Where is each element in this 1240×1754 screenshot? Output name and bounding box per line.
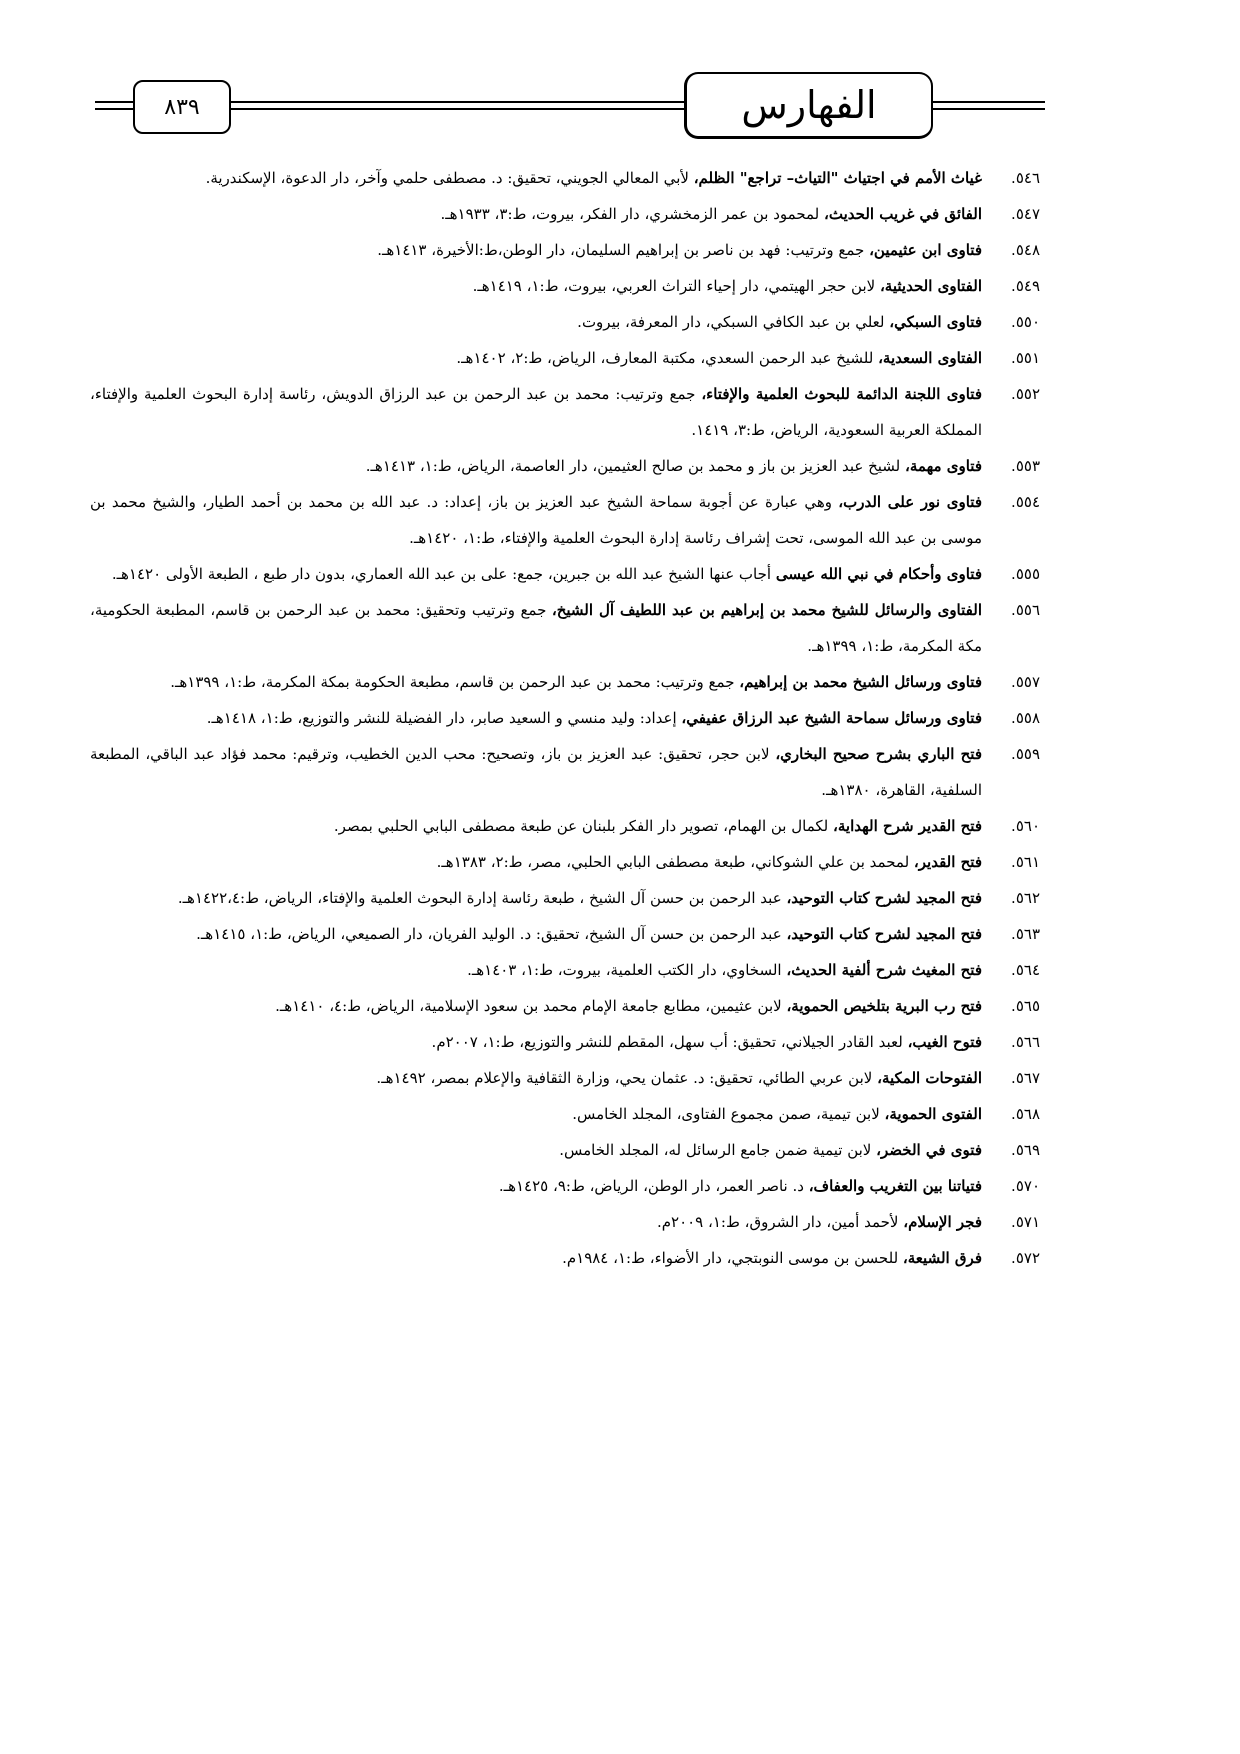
list-item <box>90 196 1040 232</box>
entry-text <box>90 448 982 484</box>
entry-details: جمع وترتيب: محمد بن عبد الرحمن بن عبد الرزاق الدويش، رئاسة إدارة البحوث العلمية والإفتاء، المملكة العربية السعودية، الرياض، ط:٣، ١٤١٩. <box>90 385 982 439</box>
entry-title: غياث الأمم في اجتياث "التياث– تراجع" الظلم، <box>693 169 982 187</box>
entry-title: فتاوى ابن عثيمين، <box>869 241 982 259</box>
entry-details: وهي عبارة عن أجوبة سماحة الشيخ عبد العزيز بن باز، إعداد: د. عبد الله بن محمد بن أحمد الطيار، والشيخ محمد بن موسى بن عبد الله الموسى، تحت إشراف رئاسة إدارة البحوث العلمية والإفتاء، ط:١، ١٤٢٠هـ. <box>90 493 982 547</box>
entry-number: ٥٥٧. <box>1011 673 1040 691</box>
list-item <box>90 304 1040 340</box>
entry-details: لابن حجر، تحقيق: عبد العزيز بن باز، وتصحيح: محب الدين الخطيب، وترقيم: محمد فؤاد عبد الباقي، المطبعة السلفية، القاهرة، ١٣٨٠هـ. <box>90 745 982 799</box>
entry-text <box>90 808 982 844</box>
entry-details: د. ناصر العمر، دار الوطن، الرياض، ط:٩، ١٤٢٥هـ. <box>498 1177 809 1195</box>
entry-details: لكمال بن الهمام، تصوير دار الفكر بلبنان عن طبعة مصطفى البابي الحلبي بمصر. <box>333 817 834 835</box>
entry-text <box>90 304 982 340</box>
entry-title: فتاوى السبكي، <box>889 313 982 331</box>
list-item <box>90 592 1040 664</box>
list-item <box>90 448 1040 484</box>
list-item <box>90 844 1040 880</box>
entry-title: فتاوى وأحكام في نبي الله عيسى <box>775 565 982 583</box>
entry-number: ٥٤٦. <box>1011 169 1040 187</box>
entry-text <box>90 916 982 952</box>
entry-details: لابن تيمية ضمن جامع الرسائل له، المجلد الخامس. <box>559 1141 877 1159</box>
entry-text <box>90 340 982 376</box>
list-item <box>90 268 1040 304</box>
entry-number: ٥٥٨. <box>1011 709 1040 727</box>
entry-number: ٥٧٢. <box>1011 1249 1040 1267</box>
entry-text <box>90 736 982 808</box>
entry-text <box>90 844 982 880</box>
entry-number: ٥٧١. <box>1011 1213 1040 1231</box>
entry-number: ٥٥٢. <box>1011 385 1040 403</box>
list-item <box>90 556 1040 592</box>
entry-text <box>90 592 982 664</box>
entry-title: الفتاوى السعدية، <box>878 349 982 367</box>
entry-title: فرق الشيعة، <box>902 1249 982 1267</box>
entry-details: لابن حجر الهيتمي، دار إحياء التراث العربي، بيروت، ط:١، ١٤١٩هـ. <box>472 277 880 295</box>
entry-details: لأبي المعالي الجويني، تحقيق: د. مصطفى حلمي وآخر، دار الدعوة، الإسكندرية. <box>205 169 694 187</box>
entry-number: ٥٦٨. <box>1011 1105 1040 1123</box>
entry-title: فتاوى ورسائل سماحة الشيخ عبد الرزاق عفيفي، <box>681 709 982 727</box>
header-rule-middle-bottom <box>227 108 687 110</box>
entry-details: لمحمود بن عمر الزمخشري، دار الفكر، بيروت، ط:٣، ١٩٣٣هـ. <box>440 205 825 223</box>
entry-text <box>90 700 982 736</box>
entry-text <box>90 376 982 448</box>
entry-details: لعبد القادر الجيلاني، تحقيق: أب سهل، المقطم للنشر والتوزيع، ط:١، ٢٠٠٧م. <box>431 1033 908 1051</box>
entry-number: ٥٧٠. <box>1011 1177 1040 1195</box>
entry-details: لمحمد بن علي الشوكاني، طبعة مصطفى البابي الحلبي، مصر، ط:٢، ١٣٨٣هـ. <box>436 853 914 871</box>
header-rule-left-top <box>95 101 135 103</box>
entry-details: جمع وترتيب وتحقيق: محمد بن عبد الرحمن بن قاسم، المطبعة الحكومية، مكة المكرمة، ط:١، ١٣٩٩هـ. <box>90 601 982 655</box>
list-item <box>90 232 1040 268</box>
page-title: الفهارس <box>741 83 877 127</box>
entry-text <box>90 196 982 232</box>
page-number-box <box>133 80 231 134</box>
entry-text <box>90 232 982 268</box>
entry-title: فتاوى اللجنة الدائمة للبحوث العلمية والإفتاء، <box>701 385 982 403</box>
list-item <box>90 808 1040 844</box>
list-item <box>90 988 1040 1024</box>
list-item <box>90 1132 1040 1168</box>
entry-number: ٥٥٤. <box>1011 493 1040 511</box>
entry-number: ٥٥٩. <box>1011 745 1040 763</box>
entry-number: ٥٥٦. <box>1011 601 1040 619</box>
entry-title: الفتاوى والرسائل للشيخ محمد بن إبراهيم بن عبد اللطيف آل الشيخ، <box>551 601 982 619</box>
entry-text <box>90 484 982 556</box>
entry-details: لأحمد أمين، دار الشروق، ط:١، ٢٠٠٩م. <box>656 1213 904 1231</box>
entry-number: ٥٦٠. <box>1011 817 1040 835</box>
list-item <box>90 1096 1040 1132</box>
entry-title: فتح المجيد لشرح كتاب التوحيد، <box>786 889 982 907</box>
header-rule-right-top <box>928 101 1045 103</box>
entry-number: ٥٦٣. <box>1011 925 1040 943</box>
entry-number: ٥٥٠. <box>1011 313 1040 331</box>
header-rule-middle-top <box>227 101 687 103</box>
list-item <box>90 484 1040 556</box>
entry-number: ٥٦٤. <box>1011 961 1040 979</box>
list-item <box>90 376 1040 448</box>
entry-text <box>90 556 982 592</box>
list-item <box>90 1024 1040 1060</box>
entry-details: لابن عثيمين، مطابع جامعة الإمام محمد بن سعود الإسلامية، الرياض، ط:٤، ١٤١٠هـ. <box>275 997 787 1015</box>
entry-number: ٥٦٥. <box>1011 997 1040 1015</box>
list-item <box>90 1060 1040 1096</box>
entry-text <box>90 1132 982 1168</box>
header-rule-left-bottom <box>95 108 135 110</box>
entry-title: فتح المجيد لشرح كتاب التوحيد، <box>786 925 982 943</box>
entry-number: ٥٤٨. <box>1011 241 1040 259</box>
entry-text <box>90 1168 982 1204</box>
entry-title: الفتاوى الحديثية، <box>879 277 982 295</box>
entry-text <box>90 952 982 988</box>
entry-number: ٥٥٥. <box>1011 565 1040 583</box>
entry-title: فتح رب البرية بتلخيص الحموية، <box>786 997 982 1015</box>
entry-details: لابن عربي الطائي، تحقيق: د. عثمان يحي، وزارة الثقافية والإعلام بمصر، ١٤٩٢هـ. <box>376 1069 878 1087</box>
entry-title: فتاوى ورسائل الشيخ محمد بن إبراهيم، <box>739 673 982 691</box>
entry-title: فتاوى مهمة، <box>905 457 982 475</box>
entry-title: فتاوى نور على الدرب، <box>838 493 982 511</box>
entry-text <box>90 1060 982 1096</box>
list-item <box>90 700 1040 736</box>
entry-title: فتح الباري بشرح صحيح البخاري، <box>775 745 983 763</box>
entry-details: أجاب عنها الشيخ عبد الله بن جبرين، جمع: على بن عبد الله العماري، بدون دار طبع ، الطبعة الأولى ١٤٢٠هـ. <box>111 565 776 583</box>
entry-details: جمع وترتيب: محمد بن عبد الرحمن بن قاسم، مطبعة الحكومة بمكة المكرمة، ط:١، ١٣٩٩هـ. <box>170 673 740 691</box>
entry-title: الفائق في غريب الحديث، <box>824 205 982 223</box>
page-title-box <box>684 72 933 139</box>
entry-text <box>90 1096 982 1132</box>
entry-details: عبد الرحمن بن حسن آل الشيخ، تحقيق: د. الوليد الفريان، دار الصميعي، الرياض، ط:١، ١٤١٥هـ. <box>196 925 787 943</box>
entry-details: جمع وترتيب: فهد بن ناصر بن إبراهيم السليمان، دار الوطن،ط:الأخيرة، ١٤١٣هـ. <box>377 241 870 259</box>
entry-text <box>90 664 982 700</box>
entry-text <box>90 1204 982 1240</box>
entry-text <box>90 160 982 196</box>
list-item <box>90 952 1040 988</box>
page-number: ٨٣٩ <box>164 94 200 120</box>
entry-text <box>90 1240 982 1276</box>
entry-title: الفتوحات المكية، <box>877 1069 982 1087</box>
entry-number: ٥٥٣. <box>1011 457 1040 475</box>
entry-title: فتوى في الخضر، <box>876 1141 982 1159</box>
entry-details: للشيخ عبد الرحمن السعدي، مكتبة المعارف، الرياض، ط:٢، ١٤٠٢هـ. <box>456 349 879 367</box>
list-item <box>90 1168 1040 1204</box>
entry-details: السخاوي، دار الكتب العلمية، بيروت، ط:١، ١٤٠٣هـ. <box>467 961 787 979</box>
entry-details: لشيخ عبد العزيز بن باز و محمد بن صالح العثيمين، دار العاصمة، الرياض، ط:١، ١٤١٣هـ. <box>365 457 906 475</box>
entry-number: ٥٦١. <box>1011 853 1040 871</box>
entry-number: ٥٦٩. <box>1011 1141 1040 1159</box>
entry-details: إعداد: وليد منسي و السعيد صابر، دار الفضيلة للنشر والتوزيع، ط:١، ١٤١٨هـ. <box>206 709 682 727</box>
list-item <box>90 340 1040 376</box>
list-item <box>90 916 1040 952</box>
entry-details: للحسن بن موسى النوبتجي، دار الأضواء، ط:١، ١٩٨٤م. <box>562 1249 903 1267</box>
entry-number: ٥٦٦. <box>1011 1033 1040 1051</box>
list-item <box>90 160 1040 196</box>
entry-details: لعلي بن عبد الكافي السبكي، دار المعرفة، بيروت. <box>577 313 890 331</box>
header-rule-right-bottom <box>928 108 1045 110</box>
list-item <box>90 664 1040 700</box>
list-item <box>90 1204 1040 1240</box>
entry-title: فجر الإسلام، <box>903 1213 982 1231</box>
entry-text <box>90 268 982 304</box>
list-item <box>90 736 1040 808</box>
entry-number: ٥٤٧. <box>1011 205 1040 223</box>
entry-number: ٥٦٧. <box>1011 1069 1040 1087</box>
bibliography-list <box>90 160 1040 1276</box>
entry-title: فتح القدير شرح الهداية، <box>833 817 982 835</box>
entry-title: فتياتنا بين التغريب والعفاف، <box>808 1177 982 1195</box>
entry-number: ٥٥١. <box>1011 349 1040 367</box>
list-item <box>90 880 1040 916</box>
entry-text <box>90 988 982 1024</box>
entry-details: عبد الرحمن بن حسن آل الشيخ ، طبعة رئاسة إدارة البحوث العلمية والإفتاء، الرياض، ط:١٤٢٢،٤هـ. <box>177 889 787 907</box>
entry-details: لابن تيمية، صمن مجموع الفتاوى، المجلد الخامس. <box>572 1105 885 1123</box>
entry-title: فتح القدير، <box>913 853 982 871</box>
entry-text <box>90 880 982 916</box>
entry-text <box>90 1024 982 1060</box>
list-item <box>90 1240 1040 1276</box>
entry-title: فتح المغيث شرح ألفية الحديث، <box>786 961 982 979</box>
entry-title: فتوح الغيب، <box>907 1033 982 1051</box>
entry-title: الفتوى الحموية، <box>884 1105 982 1123</box>
entry-number: ٥٤٩. <box>1011 277 1040 295</box>
entry-number: ٥٦٢. <box>1011 889 1040 907</box>
